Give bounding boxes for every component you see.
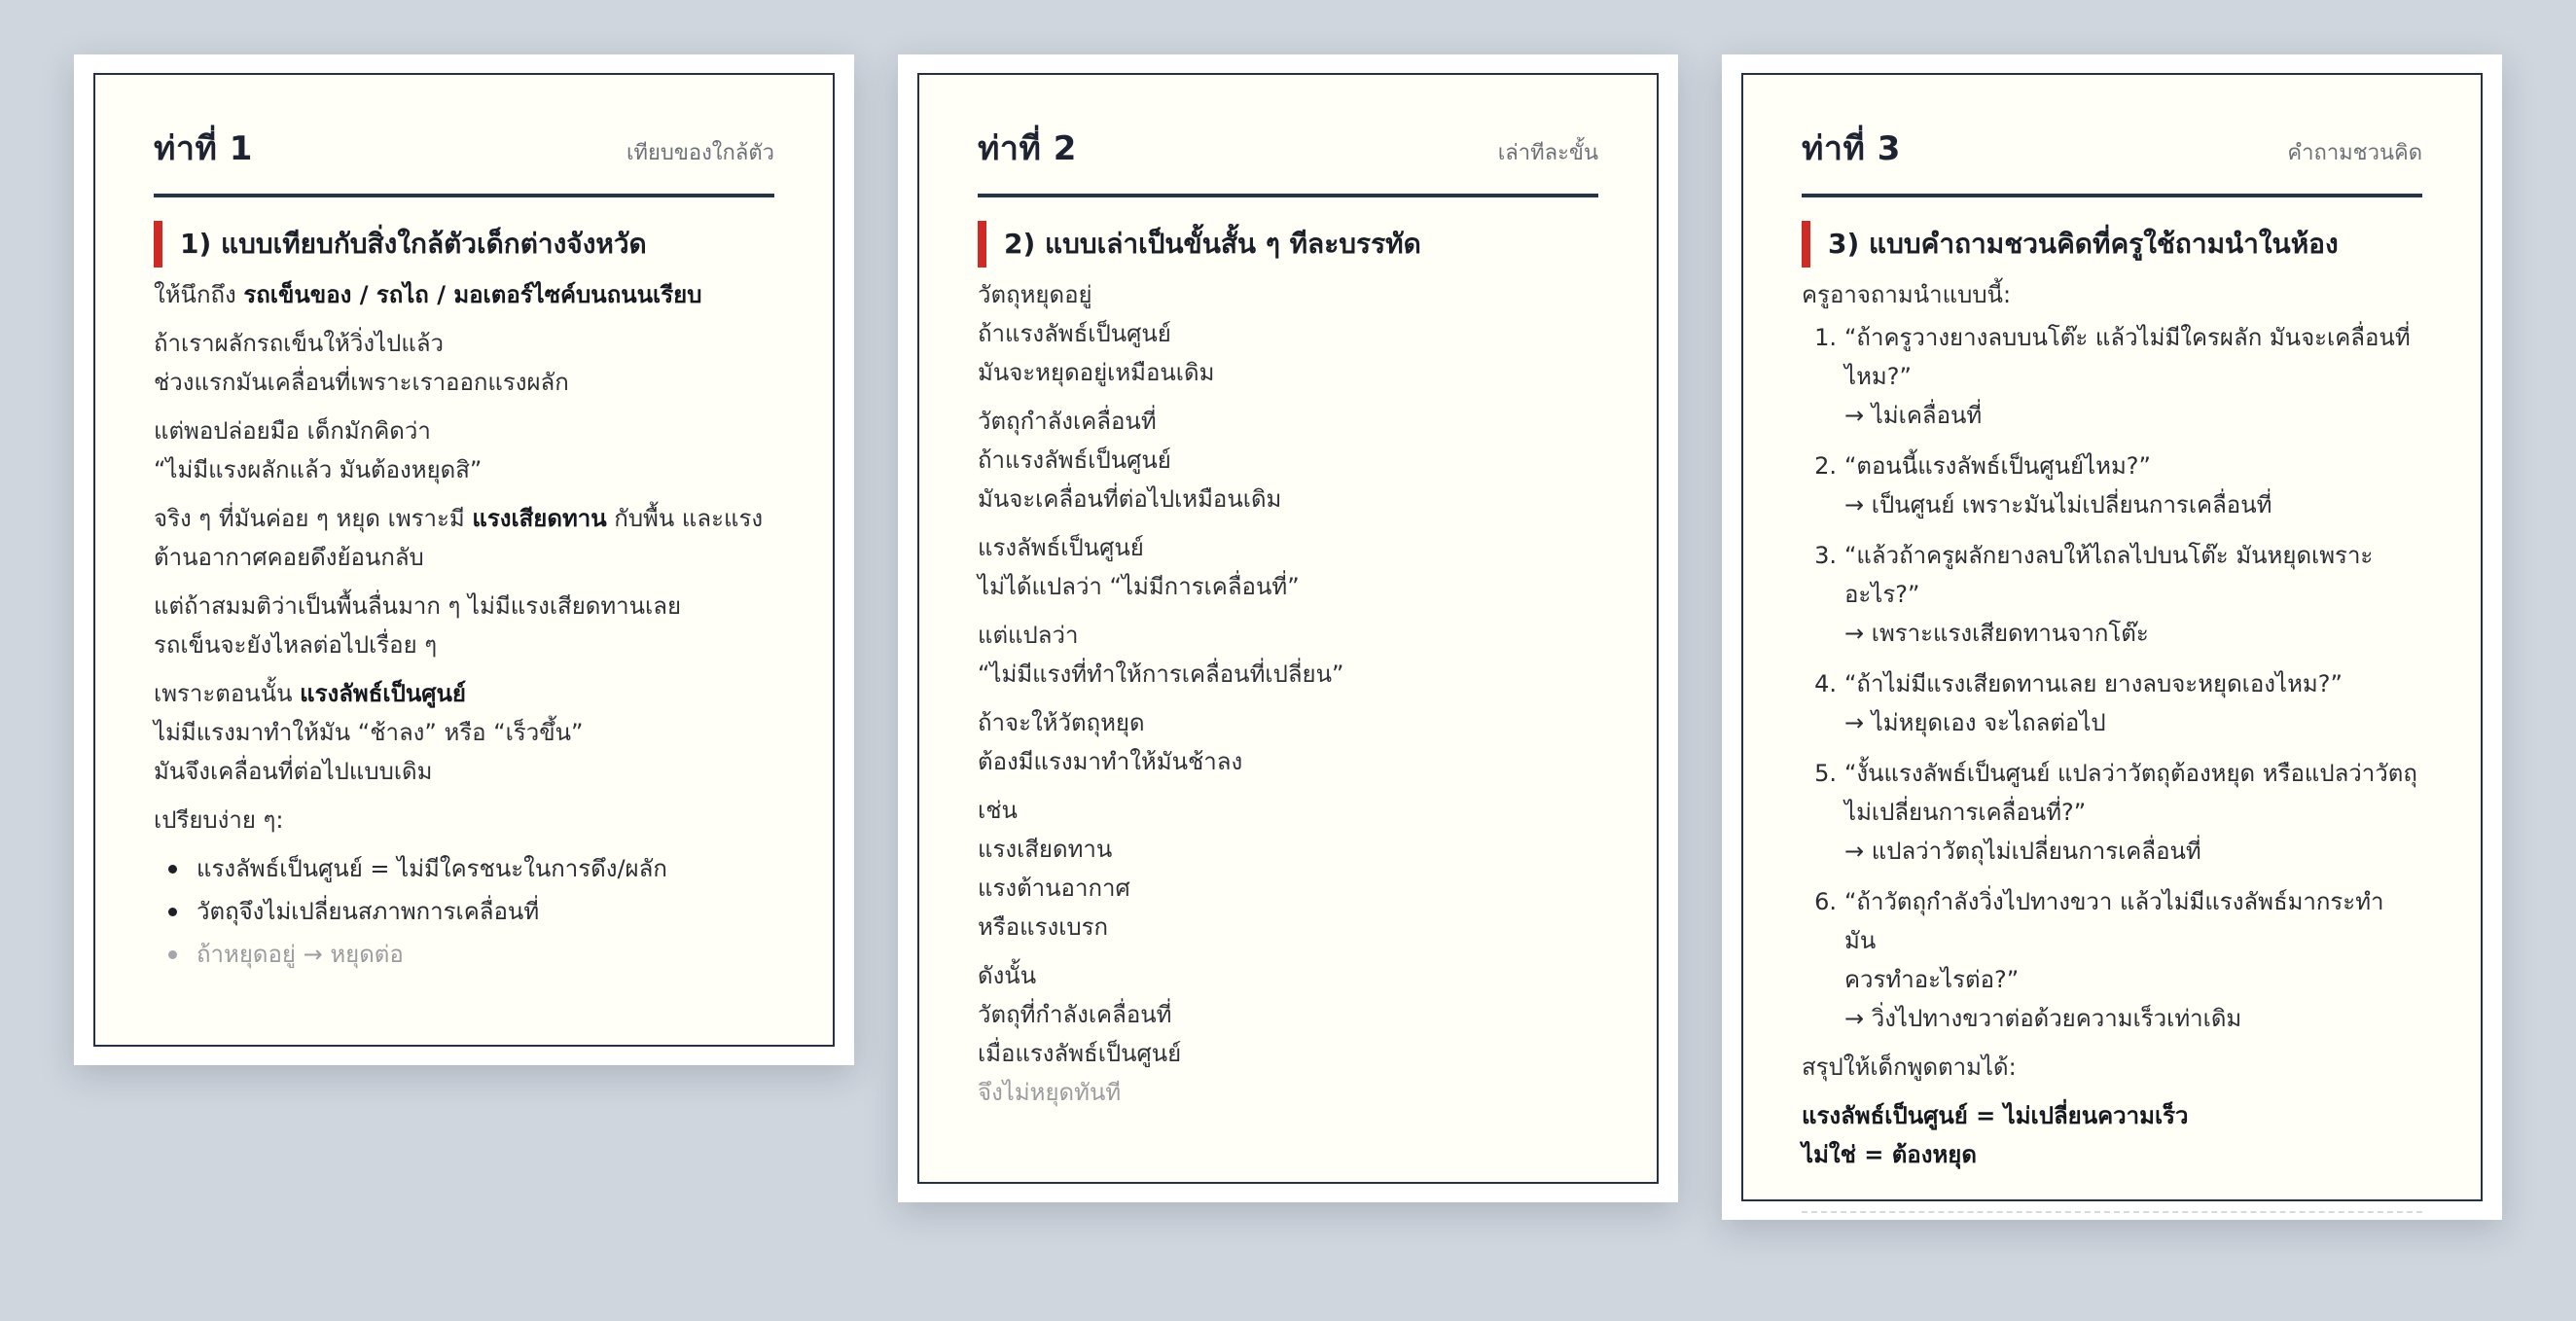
paragraph-3: จริง ๆ ที่มันค่อย ๆ หยุด เพราะมี แรงเสียดทาน กับพื้น และแรง ต้านอากาศคอยดึงย้อนกลับ <box>154 505 764 571</box>
intro-text: ครูอาจถามนำแบบนี้: <box>1802 281 2012 308</box>
list-item: 6. “ถ้าวัตถุกำลังวิ่งไปทางขวา แล้วไม่มีแรงลัพธ์มากระทำ มัน ควรทำอะไรต่อ?” → วิ่งไปทางขวาต่อด้วยความเร็วเท่าเดิม <box>1814 888 2384 1032</box>
summary-label: สรุปให้เด็กพูดตามได้: <box>1802 1053 2017 1081</box>
section-heading: 3) แบบคำถามชวนคิดที่ครูใช้ถามนำในห้อง <box>1802 221 2422 268</box>
card-1-content <box>93 73 835 1047</box>
card-title: ท่าที่ 1 <box>154 129 253 168</box>
question-list <box>1802 318 2422 1038</box>
list-item: 4. “ถ้าไม่มีแรงเสียดทานเลย ยางลบจะหยุดเองไหม?” → ไม่หยุดเอง จะไถลต่อไป <box>1814 670 2343 736</box>
card-header <box>978 122 1598 197</box>
list-item: ถ้าหยุดอยู่ → หยุดต่อ <box>154 933 774 976</box>
step-group-1: วัตถุหยุดอยู่ ถ้าแรงลัพธ์เป็นศูนย์ มันจะหยุดอยู่เหมือนเดิม <box>978 281 1215 386</box>
card-2-content <box>917 73 1659 1184</box>
card-header <box>1802 122 2422 197</box>
list-item: แรงลัพธ์เป็นศูนย์ = ไม่มีใครชนะในการดึง/ผลัก <box>154 847 774 890</box>
card-3-content <box>1741 73 2483 1201</box>
step-group-4: แต่แปลว่า “ไม่มีแรงที่ทำให้การเคลื่อนที่เปลี่ยน” <box>978 622 1344 688</box>
card-header <box>154 122 774 197</box>
card-title: ท่าที่ 3 <box>1802 129 1901 168</box>
step-group-2: วัตถุกำลังเคลื่อนที่ ถ้าแรงลัพธ์เป็นศูนย์ มันจะเคลื่อนที่ต่อไปเหมือนเดิม <box>978 408 1282 513</box>
card-1 <box>74 54 854 1065</box>
card-title: ท่าที่ 2 <box>978 129 1077 168</box>
list-item: 5. “งั้นแรงลัพธ์เป็นศูนย์ แปลว่าวัตถุต้องหยุด หรือแปลว่าวัตถุ ไม่เปลี่ยนการเคลื่อนที่?” → แปลว่าวัตถุไม่เปลี่ยนการเคลื่อนที่ <box>1814 760 2417 865</box>
paragraph-4: แต่ถ้าสมมติว่าเป็นพื้นลื่นมาก ๆ ไม่มีแรงเสียดทานเลย รถเข็นจะยังไหลต่อไปเรื่อย ๆ <box>154 592 682 659</box>
card-subtitle: เล่าทีละขั้น <box>1497 141 1598 165</box>
card-2 <box>898 54 1678 1202</box>
paragraph-2: แต่พอปล่อยมือ เด็กมักคิดว่า “ไม่มีแรงผลักแล้ว มันต้องหยุดสิ” <box>154 417 483 483</box>
bullet-list <box>154 847 774 976</box>
list-item: วัตถุจึงไม่เปลี่ยนสภาพการเคลื่อนที่ <box>154 890 774 933</box>
section-heading: 2) แบบเล่าเป็นขั้นสั้น ๆ ทีละบรรทัด <box>978 221 1598 268</box>
section-heading: 1) แบบเทียบกับสิ่งใกล้ตัวเด็กต่างจังหวัด <box>154 221 774 268</box>
divider <box>1802 1211 2422 1213</box>
step-group-3: แรงลัพธ์เป็นศูนย์ ไม่ได้แปลว่า “ไม่มีการเคลื่อนที่” <box>978 534 1300 600</box>
card-subtitle: คำถามชวนคิด <box>2287 141 2422 165</box>
step-group-6: เช่น แรงเสียดทาน แรงต้านอากาศ หรือแรงเบรก <box>978 797 1130 941</box>
compare-label: เปรียบง่าย ๆ: <box>154 806 284 834</box>
list-item: 1. “ถ้าครูวางยางลบบนโต๊ะ แล้วไม่มีใครผลัก มันจะเคลื่อนที่ ไหม?” → ไม่เคลื่อนที่ <box>1814 324 2411 429</box>
card-3 <box>1722 54 2502 1220</box>
intro-text: ให้นึกถึง รถเข็นของ / รถไถ / มอเตอร์ไซค์บนถนนเรียบ <box>154 281 702 308</box>
step-group-5: ถ้าจะให้วัตถุหยุด ต้องมีแรงมาทำให้มันช้าลง <box>978 709 1243 775</box>
conclusion: แรงลัพธ์เป็นศูนย์ = ไม่เปลี่ยนความเร็ว ไม่ใช่ = ต้องหยุด <box>1802 1102 2189 1168</box>
paragraph-1: ถ้าเราผลักรถเข็นให้วิ่งไปแล้ว ช่วงแรกมันเคลื่อนที่เพราะเราออกแรงผลัก <box>154 330 569 396</box>
list-item: 3. “แล้วถ้าครูผลักยางลบให้ไถลไปบนโต๊ะ มันหยุดเพราะอะไร?” → เพราะแรงเสียดทานจากโต๊ะ <box>1814 542 2374 647</box>
list-item: 2. “ตอนนี้แรงลัพธ์เป็นศูนย์ไหม?” → เป็นศูนย์ เพราะมันไม่เปลี่ยนการเคลื่อนที่ <box>1814 452 2272 518</box>
paragraph-5: เพราะตอนนั้น แรงลัพธ์เป็นศูนย์ ไม่มีแรงมาทำให้มัน “ช้าลง” หรือ “เร็วขึ้น” มันจึงเคลื่อนที่ต่อไปแบบเดิม <box>154 680 584 785</box>
card-subtitle: เทียบของใกล้ตัว <box>626 141 774 165</box>
step-group-7: ดังนั้น วัตถุที่กำลังเคลื่อนที่ เมื่อแรงลัพธ์เป็นศูนย์ จึงไม่หยุดทันที <box>978 962 1182 1106</box>
